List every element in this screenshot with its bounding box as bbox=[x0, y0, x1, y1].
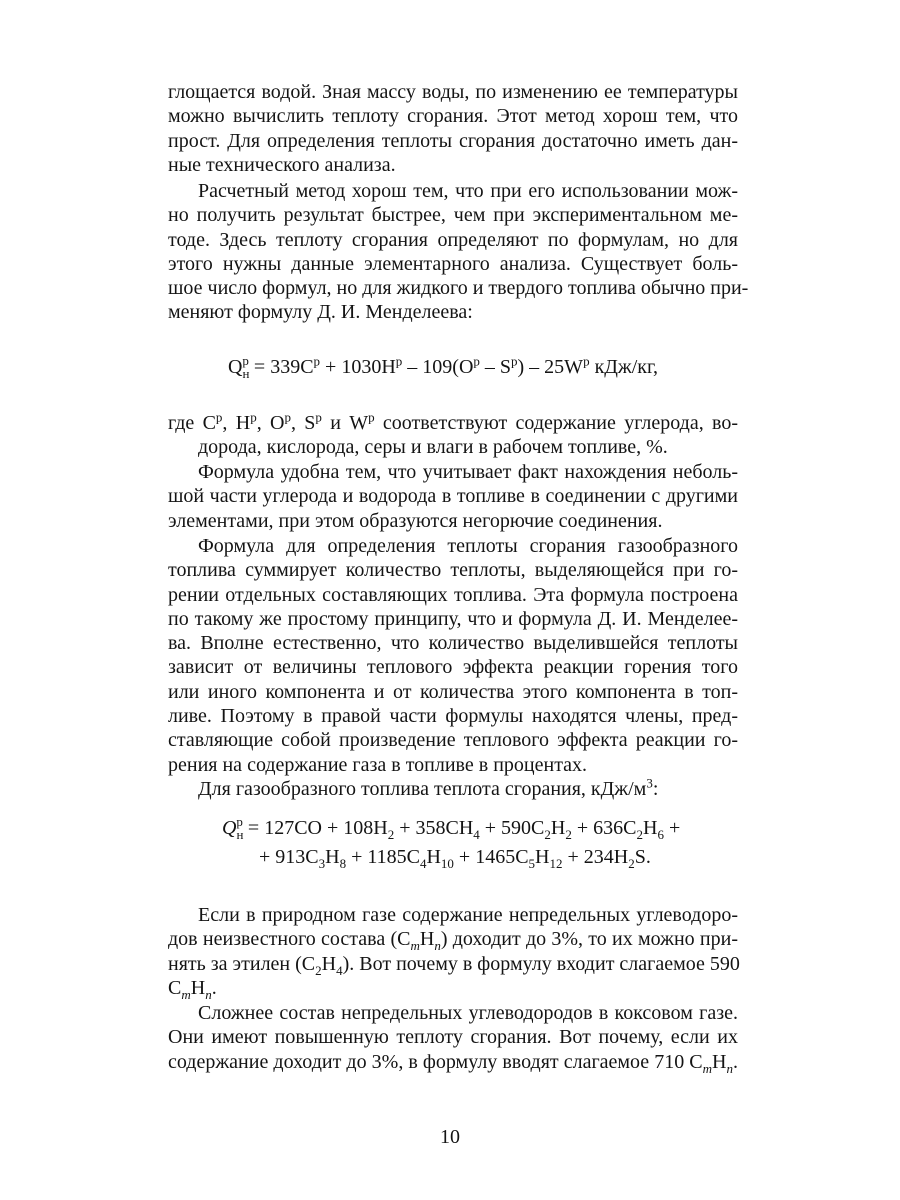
text-line: Формула удобна тем, что учитывает факт нахождения неболь- bbox=[198, 461, 738, 483]
text-line: ставляющие собой произведение теплового эффекта реакции го- bbox=[168, 729, 738, 752]
gas-formula-line-2: + $913C_3H_8 + 1185C_4H_{10} + 1465C_5H_{12} + 234H_2S$. bbox=[259, 846, 651, 871]
text-line: $C_mH_n$. bbox=[168, 976, 217, 1002]
text-line: шой части углерода и водорода в топливе в соединении с другими bbox=[168, 485, 738, 508]
paragraph-4 bbox=[168, 534, 738, 801]
text-line: Они имеют повышенную теплоту сгорания. Вот почему, если их bbox=[168, 1026, 738, 1049]
text-line: дов неизвестного состава $(C_mH_n)$ доходит до 3%, то их можно при- bbox=[168, 928, 738, 954]
text-line: ва. Вполне естественно, что количество выделившейся теплоты bbox=[168, 632, 738, 655]
formula-explanation bbox=[168, 411, 738, 460]
text-line: Формула для определения теплоты сгорания газообразного bbox=[198, 535, 738, 557]
text-line: Расчетный метод хорош тем, что при его использовании мож- bbox=[198, 180, 738, 202]
text-line: или иного компонента и от количества этого компонента в топ- bbox=[168, 680, 738, 703]
page-number: 10 bbox=[440, 1126, 460, 1148]
text-line: тоде. Здесь теплоту сгорания определяют по формулам, но для bbox=[168, 228, 738, 251]
text-line: Если в природном газе содержание непредельных углеводоро- bbox=[198, 904, 738, 926]
text-line: элементами, при этом образуются негорючие соединения. bbox=[168, 509, 663, 532]
text-line: шое число формул, но для жидкого и твердого топлива обычно при- bbox=[168, 277, 749, 300]
text-line: где $C^р$, $H^р$, $O^р$, $S^р$ и $W^р$ соответствуют содержание углерода, во- bbox=[168, 409, 738, 434]
text-line: нять за этилен $(C_2H_4)$. Вот почему в формулу входит слагаемое 590 bbox=[168, 952, 740, 978]
paragraph-6 bbox=[168, 1001, 738, 1074]
text-line: меняют формулу Д. И. Менделеева: bbox=[168, 301, 473, 324]
text-line: рении отдельных составляющих топлива. Эта формула построена bbox=[168, 583, 738, 606]
text-line: но получить результат быстрее, чем при экспериментальном ме- bbox=[168, 204, 738, 227]
text-line: зависит от величины теплового эффекта реакции горения того bbox=[168, 656, 738, 679]
text-line: ные технического анализа. bbox=[168, 153, 396, 176]
paragraph-5 bbox=[168, 903, 738, 1000]
text-line: Сложнее состав непредельных углеводородов в коксовом газе. bbox=[198, 1002, 738, 1024]
gas-formula-line-1: $Q_н^р = 127CO + 108H_2 + 358CH_4 + 590C_2H_2 + 636C_2H_6$ + bbox=[222, 814, 681, 842]
text-line: глощается водой. Зная массу воды, по изменению ее температуры bbox=[168, 81, 738, 103]
paragraph-2 bbox=[168, 179, 749, 325]
text-line: рения на содержание газа в топливе в процентах. bbox=[168, 753, 588, 776]
text-line: дорода, кислорода, серы и влаги в рабочем топливе, %. bbox=[198, 436, 668, 459]
mendeleev-formula: $Q_н^р = 339C^р + 1030H^р - 109(O^р - S^р) - 25W^р$ кДж/кг, bbox=[228, 353, 658, 381]
text-line: топлива суммирует количество теплоты, выделяющейся при го- bbox=[168, 559, 738, 582]
paragraph-3 bbox=[168, 460, 738, 533]
paragraph-1 bbox=[168, 80, 738, 177]
text-line: по такому же простому принципу, что и формула Д. И. Менделее- bbox=[168, 607, 738, 630]
text-line: ливе. Поэтому в правой части формулы находятся члены, пред- bbox=[168, 705, 738, 728]
text-line: прост. Для определения теплоты сгорания достаточно иметь дан- bbox=[168, 129, 738, 152]
text-line: Для газообразного топлива теплота сгорания, кДж/$м^3$: bbox=[198, 775, 659, 800]
text-line: можно вычислить теплоту сгорания. Этот метод хорош тем, что bbox=[168, 105, 738, 128]
text-line: содержание доходит до 3%, в формулу вводят слагаемое 710 $C_mH_n$. bbox=[168, 1050, 738, 1076]
text-line: этого нужны данные элементарного анализа. Существует боль- bbox=[168, 252, 738, 275]
